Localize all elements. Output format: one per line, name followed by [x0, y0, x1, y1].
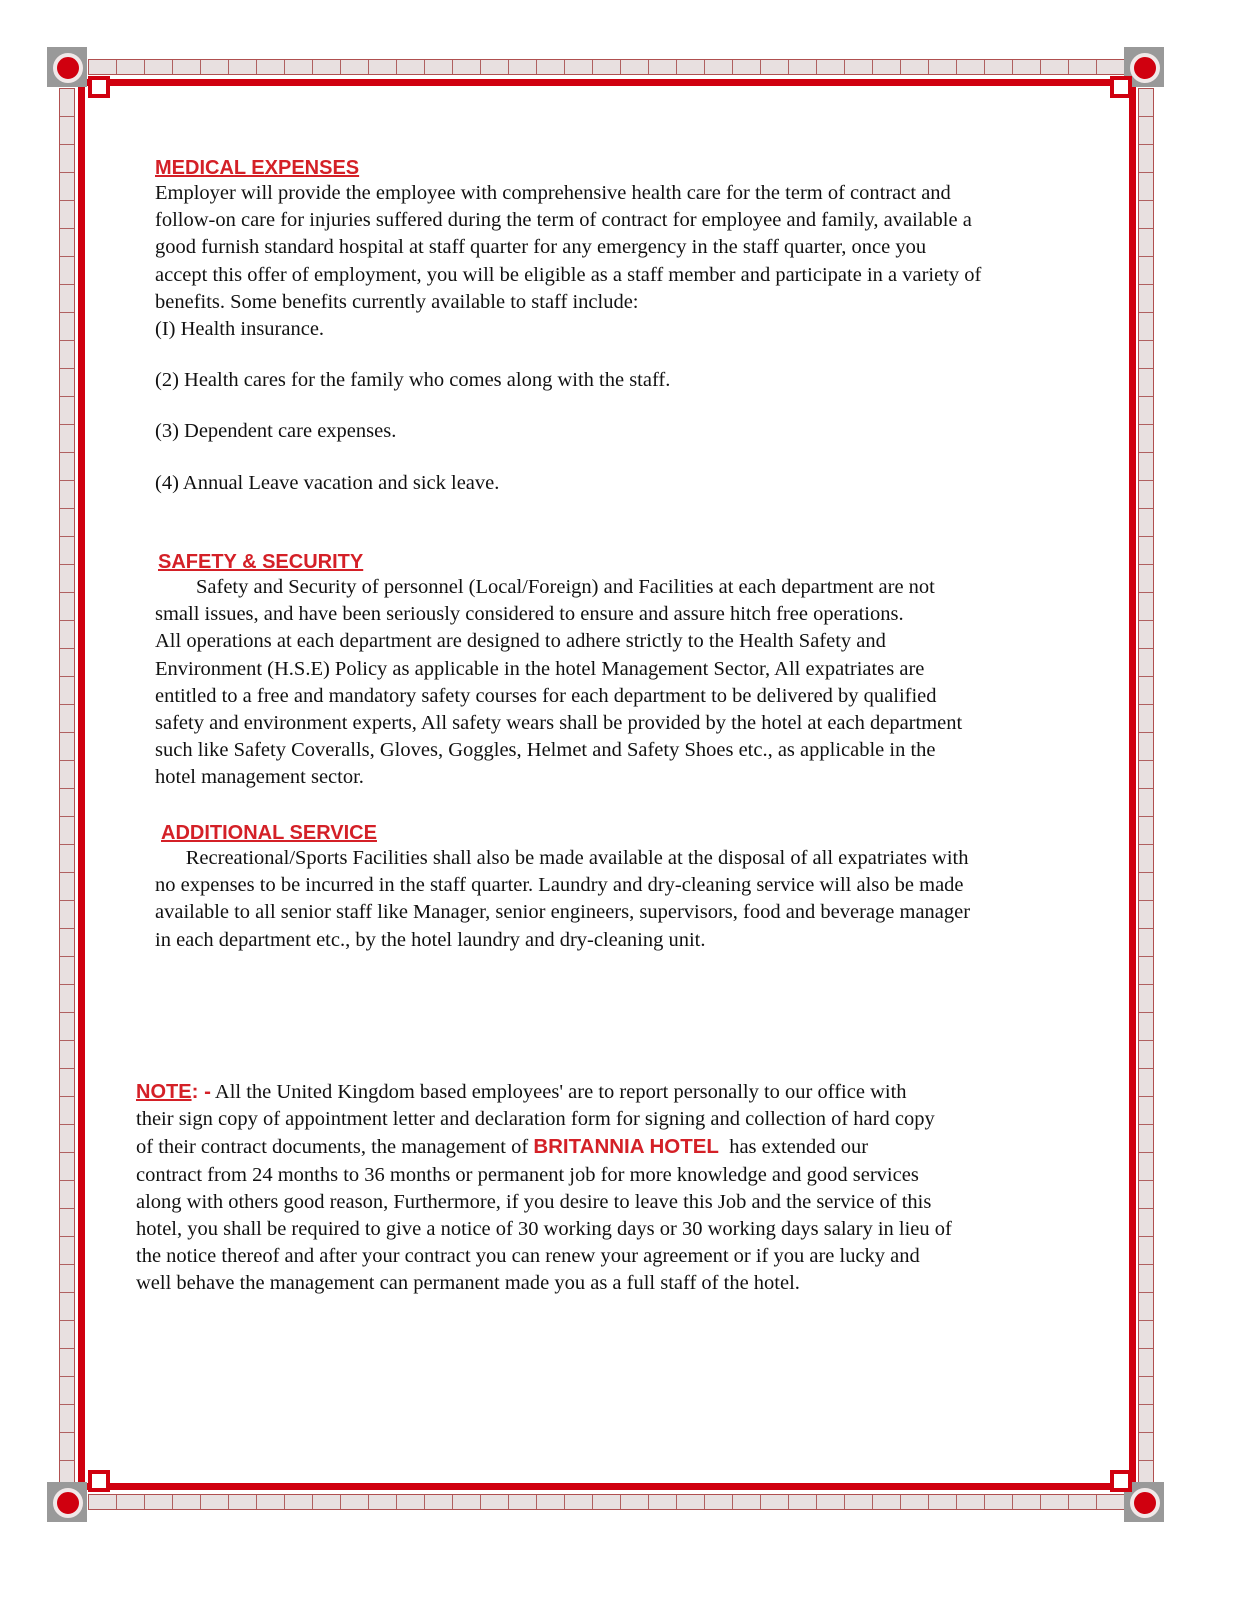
note-text: has extended our	[718, 1136, 869, 1159]
safety-section	[155, 550, 962, 792]
text-lines	[155, 180, 981, 316]
text-lines	[136, 1162, 952, 1298]
text-line: (3) Dependent care expenses.	[155, 420, 397, 443]
medical-section	[155, 156, 981, 497]
note-text: of their contract documents, the management of	[136, 1136, 534, 1159]
text-line: Environment (H.S.E) Policy as applicable in the hotel Management Sector, All expatriates are	[155, 657, 925, 680]
border-left-line	[78, 79, 85, 1490]
border-left-track	[59, 88, 75, 1490]
text-line: hotel, you shall be required to give a notice of 30 working days or 30 working days salary in lieu of	[136, 1218, 952, 1241]
note-line: their sign copy of appointment letter and declaration form for signing and collection of hard copy	[136, 1108, 935, 1131]
text-line: available to all senior staff like Manager, senior engineers, supervisors, food and beverage manager	[155, 901, 971, 924]
text-line: small issues, and have been seriously considered to ensure and assure hitch free operations.	[155, 603, 904, 626]
note-section	[136, 1078, 952, 1298]
text-line: accept this offer of employment, you will be eligible as a staff member and participate in a variety of	[155, 263, 982, 286]
corner-square	[1110, 76, 1132, 98]
note-label: NOTE	[136, 1081, 192, 1103]
text-lines	[155, 845, 970, 954]
text-line: Safety and Security of personnel (Local/Foreign) and Facilities at each department are not	[155, 576, 935, 598]
text-line: (I) Health insurance.	[155, 318, 325, 341]
text-line: good furnish standard hospital at staff quarter for any emergency in the staff quarter, once you	[155, 236, 927, 259]
text-line: in each department etc., by the hotel laundry and dry-cleaning unit.	[155, 928, 706, 951]
note-separator: : -	[191, 1080, 211, 1103]
border-bottom-track	[88, 1494, 1136, 1510]
medical-heading: MEDICAL EXPENSES	[155, 157, 360, 179]
note-line	[136, 1078, 952, 1106]
text-line: the notice thereof and after your contract you can renew your agreement or if you are lucky and	[136, 1245, 920, 1268]
text-line: follow-on care for injuries suffered during the term of contract for employee and family, available a	[155, 209, 972, 232]
border-bottom-line	[78, 1483, 1136, 1490]
note-line	[136, 1133, 952, 1161]
text-line: (2) Health cares for the family who comes along with the staff.	[155, 369, 671, 392]
text-line: no expenses to be incurred in the staff quarter. Laundry and dry-cleaning service will also be made	[155, 874, 964, 897]
hotel-name: BRITANNIA HOTEL	[533, 1135, 719, 1159]
text-lines	[155, 574, 962, 792]
text-line: benefits. Some benefits currently available to staff include:	[155, 290, 639, 313]
additional-heading: ADDITIONAL SERVICE	[161, 822, 377, 844]
border-top-line	[78, 79, 1136, 86]
text-lines	[155, 316, 981, 497]
text-line: All operations at each department are designed to adhere strictly to the Health Safety and	[155, 630, 886, 653]
text-line: entitled to a free and mandatory safety courses for each department to be delivered by qualified	[155, 684, 937, 707]
text-line: contract from 24 months to 36 months or permanent job for more knowledge and good services	[136, 1163, 919, 1186]
text-line: along with others good reason, Furthermore, if you desire to leave this Job and the service of this	[136, 1190, 932, 1213]
additional-section	[155, 821, 970, 954]
text-line: well behave the management can permanent made you as a full staff of the hotel.	[136, 1272, 800, 1295]
text-line: safety and environment experts, All safety wears shall be provided by the hotel at each department	[155, 712, 963, 735]
text-line: Recreational/Sports Facilities shall also be made available at the disposal of all expatriates with	[155, 847, 969, 869]
text-line: hotel management sector.	[155, 766, 364, 789]
note-text: All the United Kingdom based employees' are to report personally to our office with	[210, 1081, 907, 1103]
text-line: such like Safety Coveralls, Gloves, Goggles, Helmet and Safety Shoes etc., as applicable in the	[155, 739, 936, 762]
corner-ornament-bl	[47, 1482, 87, 1522]
border-right-track	[1138, 88, 1154, 1490]
safety-heading: SAFETY & SECURITY	[158, 551, 364, 573]
text-line: Employer will provide the employee with comprehensive health care for the term of contract and	[155, 182, 951, 204]
corner-square	[1110, 1470, 1132, 1492]
corner-square	[88, 1470, 110, 1492]
border-top-track	[88, 59, 1136, 75]
border-right-line	[1129, 79, 1136, 1490]
text-line: (4) Annual Leave vacation and sick leave.	[155, 471, 500, 494]
corner-square	[88, 76, 110, 98]
corner-ornament-tl	[47, 47, 87, 87]
